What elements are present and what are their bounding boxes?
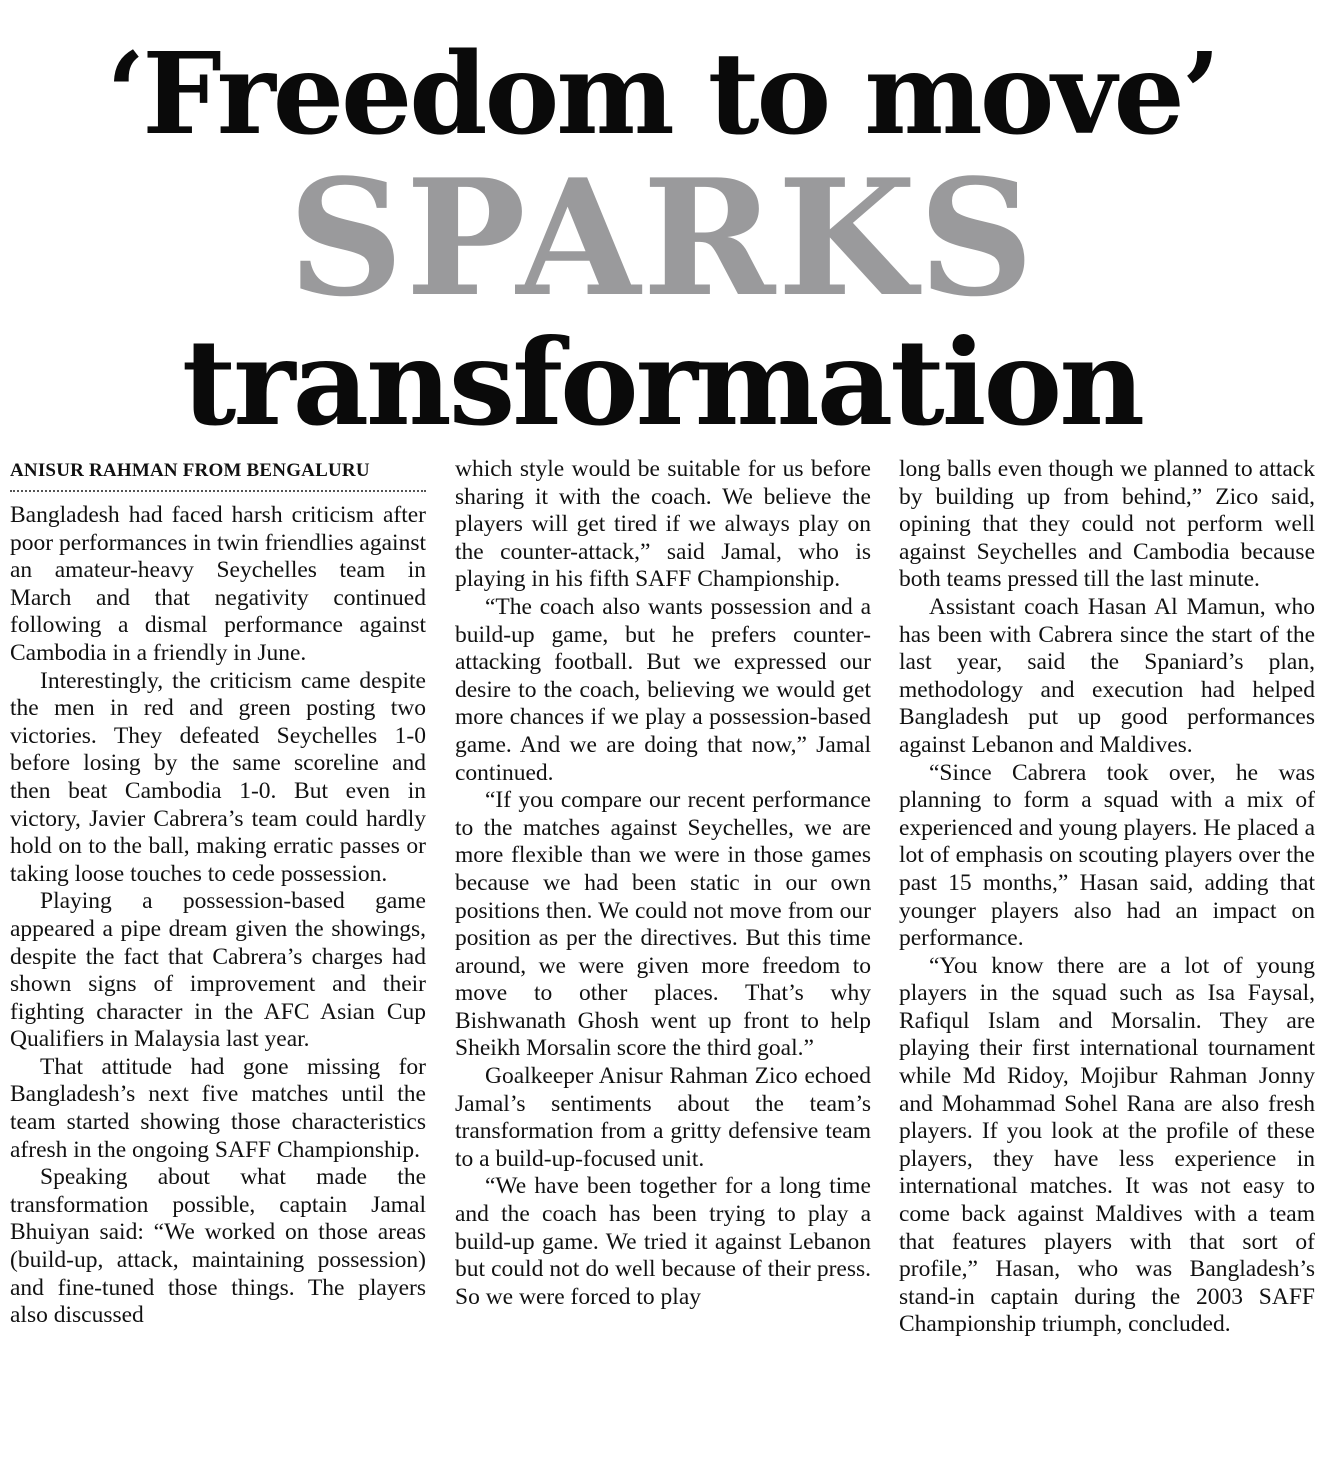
paragraph: Playing a possession-based game appeared a pipe dream given the showings, despite the fact that Cabrera’s charges had shown signs of improvement and their fighting character in the AFC Asian Cup Qualifiers in Malaysia last year. xyxy=(10,888,426,1053)
paragraph: That attitude had gone missing for Bangladesh’s next five matches until the team started showing those characteristics afresh in the ongoing SAFF Championship. xyxy=(10,1053,426,1163)
article-column-1 xyxy=(10,456,426,1330)
headline-text: SPARKS xyxy=(288,144,1036,332)
paragraph: “Since Cabrera took over, he was planning to form a squad with a mix of experienced and young players. He placed a lot of emphasis on scouting players over the past 15 months,” Hasan said, adding that younger players also had an impact on performance. xyxy=(899,759,1315,952)
paragraph: “You know there are a lot of young players in the squad such as Isa Faysal, Rafiqul Islam and Morsalin. They are playing their first international tournament while Md Ridoy, Mojibur Rahman Jonny and Mohammad Sohel Rana are also fresh players. If you look at the profile of these players, they have less experience in international matches. It was not easy to come back against Maldives with a team that features players with that sort of profile,” Hasan, who was Bangladesh’s stand-in captain during the 2003 SAFF Championship triumph, concluded. xyxy=(899,952,1315,1338)
paragraph: Goalkeeper Anisur Rahman Zico echoed Jamal’s sentiments about the team’s transformation from a gritty defensive team to a build-up-focused unit. xyxy=(455,1063,871,1172)
headline-line-2 xyxy=(0,144,1324,332)
paragraph: “We have been together for a long time and the coach has been trying to play a build-up game. We tried it against Lebanon but could not do well because of their press. So we were forced to play xyxy=(455,1173,871,1310)
byline: ANISUR RAHMAN FROM BENGALURU xyxy=(10,456,426,492)
headline-text: ‘Freedom to move’ xyxy=(106,29,1218,160)
paragraph: Assistant coach Hasan Al Mamun, who has been with Cabrera since the start of the last year, said the Spaniard’s plan, methodology and execution had helped Bangladesh put up good performances against Lebanon and Maldives. xyxy=(899,593,1315,758)
headline-line-1 xyxy=(0,30,1324,160)
paragraph: “The coach also wants possession and a build-up game, but he prefers counter-attacking football. But we expressed our desire to the coach, believing we would get more chances if we play a possession-based game. And we are doing that now,” Jamal continued. xyxy=(455,593,871,786)
paragraph: Interestingly, the criticism came despite the men in red and green posting two victories. They defeated Seychelles 1-0 before losing by the same scoreline and then beat Cambodia 1-0. But even in victory, Javier Cabrera’s team could hardly hold on to the ball, making erratic passes or taking loose touches to cede possession. xyxy=(10,667,426,887)
headline-text: transformation xyxy=(181,313,1143,452)
paragraph: long balls even though we planned to attack by building up from behind,” Zico said, opining that they could not perform well against Seychelles and Cambodia because both teams pressed till the last minute. xyxy=(899,456,1315,593)
article-column-3 xyxy=(899,456,1315,1339)
headline-line-3 xyxy=(0,313,1324,452)
paragraph: which style would be suitable for us before sharing it with the coach. We believe the players will get tired if we always play on the counter-attack,” said Jamal, who is playing in his fifth SAFF Championship. xyxy=(455,456,871,593)
paragraph: Speaking about what made the transformation possible, captain Jamal Bhuiyan said: “We worked on those areas (build-up, attack, maintaining possession) and fine-tuned those things. The players also discussed xyxy=(10,1164,426,1329)
article-column-2 xyxy=(455,456,871,1311)
paragraph: “If you compare our recent performance to the matches against Seychelles, we are more flexible than we were in those games because we had been static in our own positions then. We could not move from our position as per the directives. But this time around, we were given more freedom to move to other places. That’s why Bishwanath Ghosh went up front to help Sheikh Morsalin score the third goal.” xyxy=(455,787,871,1062)
paragraph: Bangladesh had faced harsh criticism after poor performances in twin friendlies against an amateur-heavy Seychelles team in March and that negativity continued following a dismal performance against Cambodia in a friendly in June. xyxy=(10,502,426,666)
